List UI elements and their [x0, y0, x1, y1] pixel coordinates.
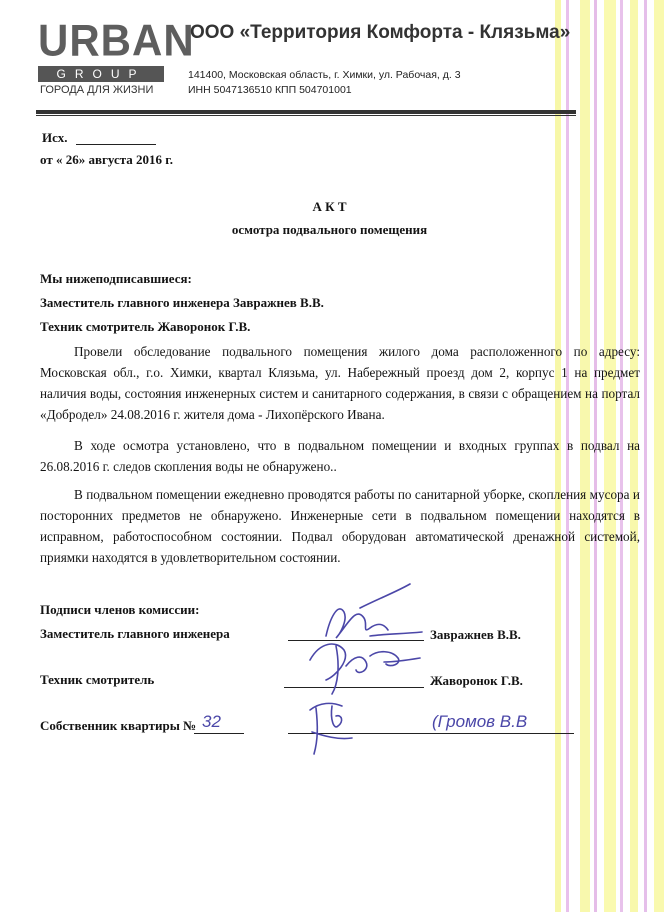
- logo-tagline: ГОРОДА ДЛЯ ЖИЗНИ: [40, 84, 154, 96]
- signer-2: Техник смотритель Жаворонок Г.В.: [40, 319, 251, 334]
- header-rule-thin: [36, 115, 576, 116]
- apartment-number-line: [194, 733, 244, 734]
- header-rule-thick: [36, 110, 576, 114]
- outgoing-ref-line: [76, 144, 156, 145]
- body-paragraph-1: [40, 341, 640, 425]
- signature-role-1: Заместитель главного инженера: [40, 626, 230, 641]
- logo-wordmark: URBAN: [38, 15, 195, 66]
- body-paragraph-3-text: В подвальном помещении ежедневно проводятся работы по санитарной уборке, скопления мусора и посторонних предметов не обнаружено. Инженерные сети в подвальном помещении находятся в исправном, работоспособном состоянии. Подвал оборудован автоматической дренажной системой, приямки находятся в удовлетворительном состоянии.: [40, 487, 640, 565]
- company-inn-kpp: ИНН 5047136510 КПП 504701001: [188, 84, 352, 96]
- highlighter-stripe: [654, 0, 664, 912]
- signatures-heading: Подписи членов комиссии:: [40, 602, 200, 617]
- logo-group-bar: GROUP: [38, 66, 164, 82]
- signature-owner-drawing: [302, 696, 372, 760]
- signature-name-2: Жаворонок Г.В.: [430, 673, 523, 688]
- company-name: ООО «Территория Комфорта - Клязьма»: [190, 22, 571, 43]
- signers-intro: Мы нижеподписавшиеся:: [40, 271, 192, 286]
- owner-name-handwritten: (Громов В.В: [432, 712, 528, 731]
- document-title: А К Т: [312, 199, 347, 214]
- outgoing-ref-label: Исх.: [42, 130, 68, 145]
- document-subtitle: осмотра подвального помещения: [231, 222, 428, 237]
- signer-1: Заместитель главного инженера Завражнев В.В.: [40, 295, 324, 310]
- apartment-number-handwritten: 32: [202, 712, 221, 731]
- highlighter-stripe: [644, 0, 647, 912]
- company-address: 141400, Московская область, г. Химки, ул. Рабочая, д. 3: [188, 69, 461, 81]
- company-logo: [38, 15, 195, 98]
- body-paragraph-3: [40, 484, 640, 568]
- signature-role-3: Собственник квартиры №: [40, 718, 197, 733]
- signature-zhavoronok-drawing: [296, 636, 426, 698]
- body-paragraph-2: [40, 435, 640, 477]
- signature-name-1: Завражнев В.В.: [430, 627, 521, 642]
- body-paragraph-2-text: В ходе осмотра установлено, что в подвальном помещении и входных группах в подвал на 26.08.2016 г. следов скопления воды не обнаружено..: [40, 438, 640, 474]
- document-date: от « 26» августа 2016 г.: [40, 152, 173, 167]
- body-paragraph-1-text: Провели обследование подвального помещения жилого дома расположенного по адресу: Московская обл., г.о. Химки, квартал Клязьма, ул. Набережный проезд дом 2, корпус 1 на предмет наличия воды, состояния инженерных систем и санитарного содержания, в связи с обращением на портал «Добродел» 24.08.2016 г. жителя дома - Лихопёрского Ивана.: [40, 344, 640, 422]
- signature-role-2: Техник смотритель: [40, 672, 155, 687]
